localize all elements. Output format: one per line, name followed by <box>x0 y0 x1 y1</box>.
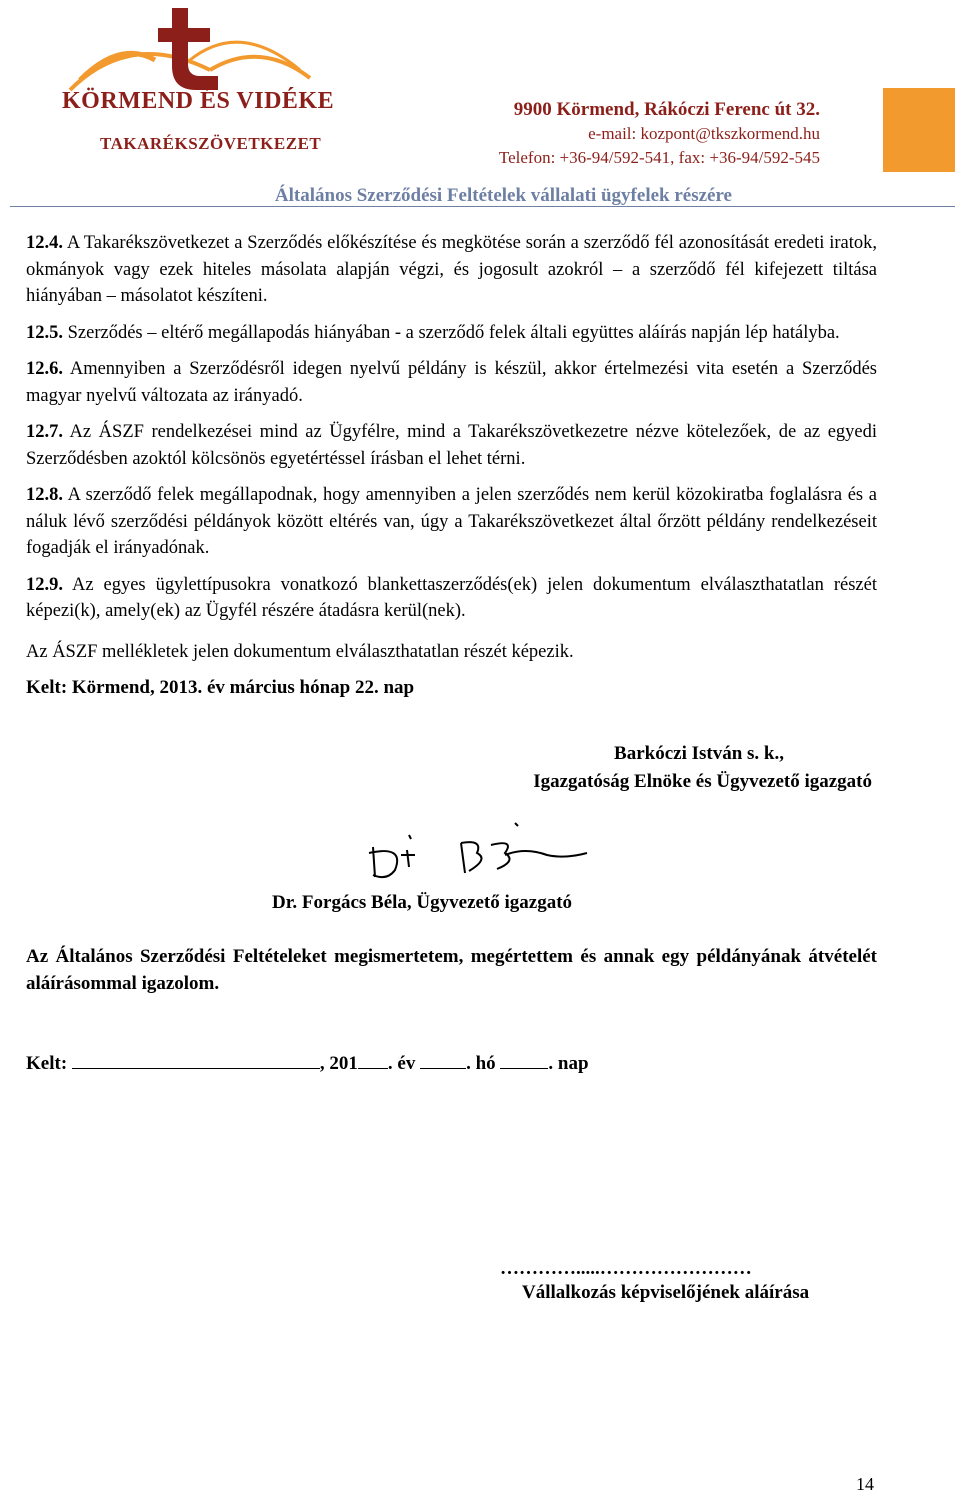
email: e-mail: kozpont@tkszkormend.hu <box>588 124 820 143</box>
section-number: 12.9. <box>26 574 63 595</box>
section-12-4 <box>26 230 877 310</box>
section-text: Az egyes ügylettípusokra vonatkozó blankettaszerződés(ek) jelen dokumentum elválaszthatatlan részét képezi(k), amely(ek) az Ügyfél részére átadásra kerül(nek). <box>26 574 877 621</box>
signature-line: ………….....…………………… <box>500 1258 752 1279</box>
section-12-8 <box>26 482 877 562</box>
place-blank[interactable] <box>72 1048 320 1069</box>
section-number: 12.7. <box>26 422 63 442</box>
document-title: Általános Szerződési Feltételek vállalati ügyfelek részére <box>274 185 732 206</box>
page-number: 14 <box>856 1474 874 1494</box>
section-text: Amennyiben a Szerződésről idegen nyelvű példány is készül, akkor értelmezési vita esetén a Szerződés magyar nyelvű változata az irányadó. <box>26 359 877 406</box>
date-form <box>26 1048 589 1075</box>
section-text: A szerződő felek megállapodnak, hogy amennyiben a jelen szerződés nem kerül közokiratba foglalásra és a náluk lévő szerződési példányok között eltérés van, úgy a Takarékszövetkezet által őrzött példány rendelkezéseit fogadják el irányadónak. <box>26 485 877 558</box>
contact-info <box>499 98 820 170</box>
brand-name: KÖRMEND ÉS VIDÉKE <box>62 88 335 114</box>
year-prefix: , 201 <box>319 1053 358 1074</box>
section-text: A Takarékszövetkezet a Szerződés előkészítése és megkötése során a szerződő fél azonosítását eredeti iratok, okmányok vagy ezek hiteles másolata alapján végzi, és jogosult azokról – a szerződő fél kifejezett tiltása hiányában – másolatot készíteni. <box>26 233 877 306</box>
brand-subtitle: TAKARÉKSZÖVETKEZET <box>100 134 322 153</box>
acknowledgement-text: Az Általános Szerződési Feltételeket megismertetem, megértettem és annak egy példányának átvételét aláírásommal igazolom. <box>26 946 877 994</box>
date-label: Kelt: <box>26 1053 68 1074</box>
annex-note: Az ÁSZF mellékletek jelen dokumentum elválaszthatatlan részét képezik. <box>26 641 574 662</box>
kelt-date: Kelt: Körmend, 2013. év március hónap 22. nap <box>26 677 415 698</box>
section-12-6 <box>26 356 877 409</box>
signatory-1 <box>533 740 872 796</box>
orange-corner-block <box>883 88 955 172</box>
section-12-9 <box>26 572 877 625</box>
year-blank[interactable] <box>358 1048 388 1069</box>
document-body <box>26 230 877 712</box>
day-blank[interactable] <box>500 1048 548 1069</box>
year-label: . év <box>387 1053 416 1074</box>
signatory-1-name: Barkóczi István s. k., <box>614 743 784 764</box>
section-number: 12.4. <box>26 233 63 253</box>
address: 9900 Körmend, Rákóczi Ferenc út 32. <box>513 99 820 120</box>
section-number: 12.5. <box>26 322 63 343</box>
header-divider <box>10 206 955 207</box>
signatory-1-title: Igazgatóság Elnöke és Ügyvezető igazgató <box>533 771 872 792</box>
section-text: Az ÁSZF rendelkezései mind az Ügyfélre, mind a Takarékszövetkezetre nézve kötelezőek, de az egyedi Szerződésben azoktól kölcsönös egyetértéssel írásban el lehet térni. <box>26 422 878 469</box>
section-12-5 <box>26 320 877 347</box>
section-number: 12.6. <box>26 359 63 379</box>
signatory-2: Dr. Forgács Béla, Ügyvezető igazgató <box>272 892 573 913</box>
month-blank[interactable] <box>420 1048 466 1069</box>
day-label: . nap <box>548 1053 589 1074</box>
section-12-7 <box>26 419 877 472</box>
phone: Telefon: +36-94/592-541, fax: +36-94/592-545 <box>498 148 820 167</box>
month-label: . hó <box>466 1053 496 1074</box>
representative-signature-label: Vállalkozás képviselőjének aláírása <box>522 1282 810 1303</box>
section-text: Szerződés – eltérő megállapodás hiányában - a szerződő felek általi együttes aláírás napján lép hatályba. <box>67 322 840 343</box>
section-number: 12.8. <box>26 485 63 505</box>
logo-emblem-icon <box>60 0 330 100</box>
handwritten-signature <box>365 815 595 895</box>
